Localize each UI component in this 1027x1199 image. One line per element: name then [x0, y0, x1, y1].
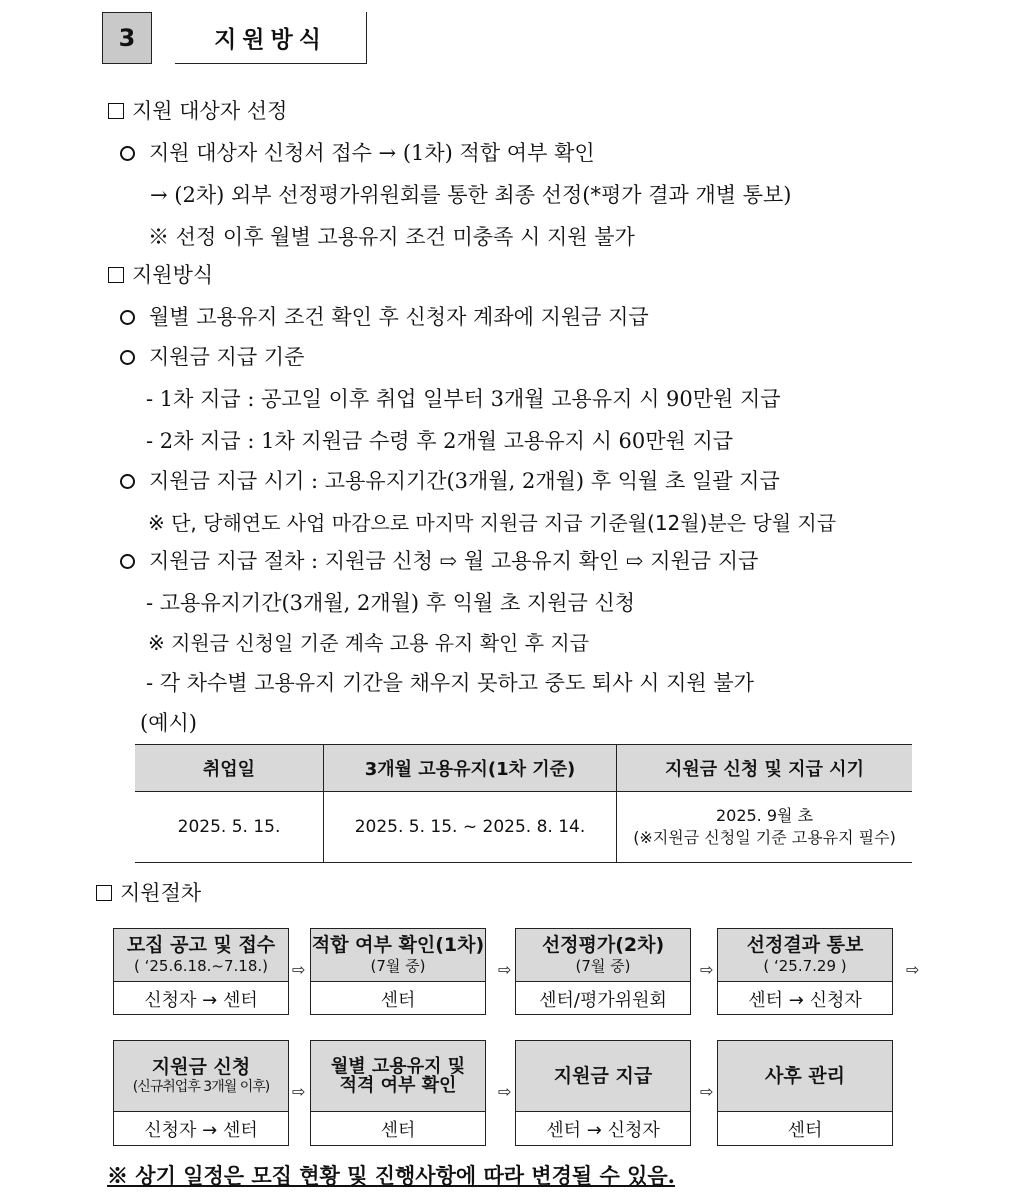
item-payment-procedure: [120, 548, 758, 574]
checkbox-square-icon: [96, 885, 112, 901]
note-final-month: ※ 단, 당해연도 사업 마감으로 마지막 지원금 지급 기준월(12월)분은 당월 지급: [148, 511, 837, 535]
step-title: 지원금 지급: [553, 1065, 653, 1087]
step-actor: 센터: [787, 1119, 823, 1141]
cell-line: (※지원금 신청일 기준 고용유지 필수): [633, 828, 896, 847]
table-row: [135, 792, 912, 863]
flow-arrow-icon: ⇨: [700, 1082, 714, 1101]
step-title: 선정결과 통보: [746, 934, 864, 956]
item-text: 지원금 지급: [650, 549, 759, 573]
step-title: 적격 여부 확인: [339, 1075, 457, 1096]
circle-bullet-icon: [120, 146, 135, 161]
item-application-intake: [120, 140, 595, 166]
flow-step-recruit: [113, 928, 289, 1015]
heading-text: 지원 대상자 선정: [132, 99, 288, 123]
example-label: (예시): [140, 711, 197, 735]
item-text: 지원금 지급 시기 : 고용유지기간(3개월, 2개월) 후 익월 초 일괄 지급: [149, 469, 780, 493]
step-actor: 센터/평가위원회: [539, 989, 667, 1011]
step-date: (7월 중): [370, 957, 426, 975]
item-text: 월 고용유지 확인: [463, 549, 620, 573]
item-payment-timing: [120, 468, 780, 494]
step-title: 월별 고용유지 및: [330, 1056, 466, 1077]
cell-line: 2025. 9월 초: [715, 806, 814, 825]
item-apply-after: - 고용유지기간(3개월, 2개월) 후 익월 초 지원금 신청: [146, 591, 636, 615]
flow-arrow-icon: ⇨: [292, 1082, 306, 1101]
item-second-payment: - 2차 지급 : 1차 지원금 수령 후 2개월 고용유지 시 60만원 지급: [146, 429, 734, 453]
table-header: 3개월 고용유지(1차 기준): [324, 745, 617, 792]
table-header: 지원금 신청 및 지급 시기: [617, 745, 913, 792]
step-title: 모집 공고 및 접수: [126, 934, 276, 956]
checkbox-square-icon: [108, 267, 124, 283]
circle-bullet-icon: [120, 474, 135, 489]
item-first-payment: - 1차 지급 : 공고일 이후 취업 일부터 3개월 고용유지 시 90만원 지급: [146, 387, 781, 411]
hollow-arrow-icon: ⇨: [625, 549, 644, 573]
flow-step-result: [717, 928, 893, 1015]
item-monthly-check: [120, 304, 649, 330]
section-number: 3: [102, 12, 152, 64]
step-actor: 센터: [380, 989, 416, 1011]
step-date: ( ‘25.7.29 ): [763, 957, 847, 975]
step-date: ( ‘25.6.18.~7.18.): [134, 957, 268, 975]
item-early-resignation: - 각 차수별 고용유지 기간을 채우지 못하고 중도 퇴사 시 지원 불가: [146, 671, 754, 695]
item-second-review: → (2차) 외부 선정평가위원회를 통한 최종 선정(*평가 결과 개별 통보): [150, 183, 792, 207]
step-actor: 센터 → 신청자: [748, 989, 862, 1011]
table-cell: [617, 792, 913, 863]
item-payment-criteria: [120, 344, 304, 370]
circle-bullet-icon: [120, 310, 135, 325]
item-text: 지원 대상자 신청서 접수 → (1차) 적합 여부 확인: [149, 141, 595, 165]
section-title: 지원방식: [175, 12, 367, 64]
example-table: [135, 744, 912, 863]
flow-arrow-icon: ⇨: [292, 960, 306, 979]
item-text: 지원금 지급 기준: [149, 345, 305, 369]
step-actor: 센터: [380, 1119, 416, 1141]
flow-step-monthly-check: [310, 1040, 486, 1146]
table-header: 취업일: [135, 745, 324, 792]
flow-step-payment: [515, 1040, 691, 1146]
table-cell: 2025. 5. 15. ~ 2025. 8. 14.: [324, 792, 617, 863]
heading-method: [108, 262, 213, 288]
note-continuous-employment: ※ 지원금 신청일 기준 계속 고용 유지 확인 후 지급: [148, 631, 590, 655]
step-title: 선정평가(2차): [541, 934, 665, 956]
note-selection: ※ 선정 이후 월별 고용유지 조건 미충족 시 지원 불가: [148, 225, 635, 249]
step-date: (7월 중): [575, 957, 631, 975]
item-text: 지원금 지급 절차 : 지원금 신청: [149, 549, 433, 573]
heading-text: 지원방식: [132, 263, 214, 287]
heading-selection: [108, 98, 287, 124]
step-condition: (신규취업후 3개월 이후): [132, 1079, 270, 1095]
circle-bullet-icon: [120, 554, 135, 569]
hollow-arrow-icon: ⇨: [439, 549, 458, 573]
step-title: 사후 관리: [764, 1065, 846, 1087]
step-actor: 신청자 → 센터: [144, 1119, 258, 1141]
flow-arrow-icon: ⇨: [498, 1082, 512, 1101]
checkbox-square-icon: [108, 103, 124, 119]
step-actor: 신청자 → 센터: [144, 989, 258, 1011]
circle-bullet-icon: [120, 350, 135, 365]
table-header-row: [135, 745, 912, 792]
schedule-change-notice: ※ 상기 일정은 모집 현황 및 진행사항에 따라 변경될 수 있음.: [107, 1163, 675, 1188]
step-title: 지원금 신청: [151, 1056, 251, 1078]
table-cell: 2025. 5. 15.: [135, 792, 324, 863]
item-text: 월별 고용유지 조건 확인 후 신청자 계좌에 지원금 지급: [149, 305, 649, 329]
flow-step-apply: [113, 1040, 289, 1146]
flow-arrow-icon: ⇨: [906, 960, 920, 979]
heading-procedure: [96, 880, 201, 906]
flow-step-follow-up: [717, 1040, 893, 1146]
step-actor: 센터 → 신청자: [546, 1119, 660, 1141]
flow-step-eligibility: [310, 928, 486, 1015]
flow-arrow-icon: ⇨: [498, 960, 512, 979]
step-title: 적합 여부 확인(1차): [311, 934, 485, 956]
flow-arrow-icon: ⇨: [700, 960, 714, 979]
flow-step-evaluation: [515, 928, 691, 1015]
heading-text: 지원절차: [120, 881, 202, 905]
